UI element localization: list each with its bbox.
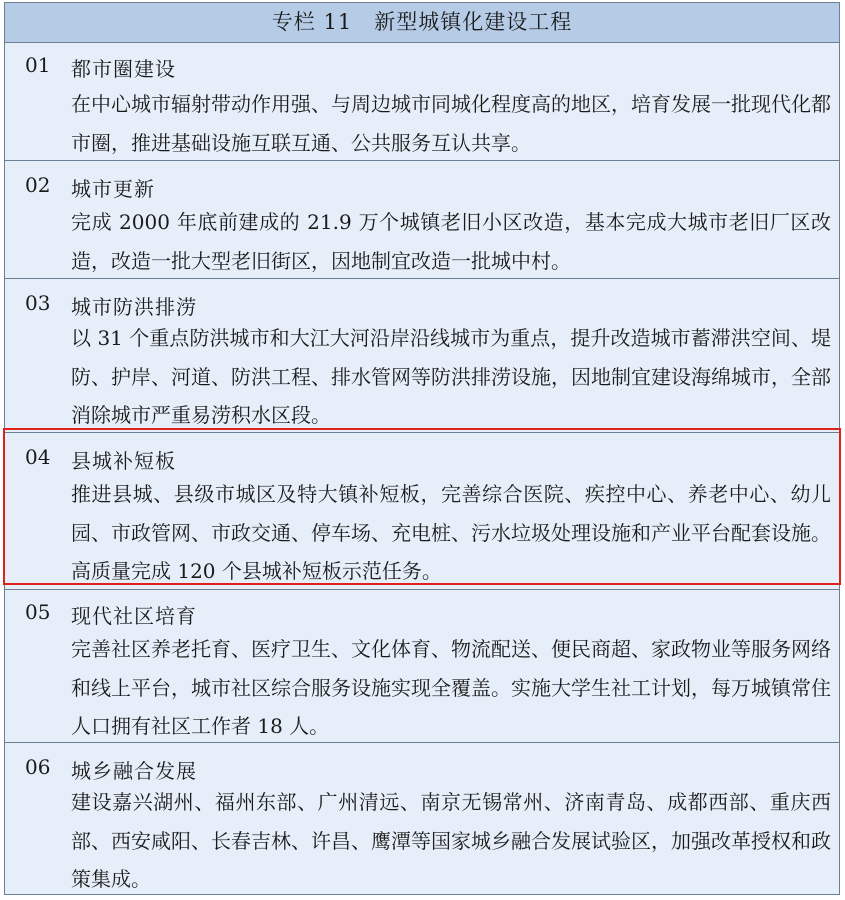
project-table xyxy=(4,2,840,895)
section-04 xyxy=(5,433,839,590)
section-body: 完善社区养老托育、医疗卫生、文化体育、物流配送、便民商超、家政物业等服务网络和线上平台，城市社区综合服务设施实现全覆盖。实施大学生社工计划，每万城镇常住人口拥有社区工作者 18 人。 xyxy=(71,637,831,738)
section-title: 都市圈建设 xyxy=(71,57,176,81)
section-01 xyxy=(5,43,839,161)
section-number: 06 xyxy=(25,755,51,779)
section-06 xyxy=(5,743,839,894)
section-body: 推进县城、县级市城区及特大镇补短板，完善综合医院、疾控中心、养老中心、幼儿园、市政管网、市政交通、停车场、充电桩、污水垃圾处理设施和产业平台配套设施。高质量完成 120 个县城补短板示范任务。 xyxy=(71,482,831,583)
table-title: 专栏 11 新型城镇化建设工程 xyxy=(5,3,839,43)
section-title: 城市防洪排涝 xyxy=(71,295,197,319)
section-number: 02 xyxy=(25,173,51,197)
section-number: 01 xyxy=(25,53,51,77)
section-body: 以 31 个重点防洪城市和大江大河沿岸沿线城市为重点，提升改造城市蓄滞洪空间、堤防、护岸、河道、防洪工程、排水管网等防洪排涝设施，因地制宜建设海绵城市，全部消除城市严重易涝积水区段。 xyxy=(71,326,831,427)
section-number: 03 xyxy=(25,291,51,315)
section-title: 城市更新 xyxy=(71,177,155,201)
section-body: 完成 2000 年底前建成的 21.9 万个城镇老旧小区改造，基本完成大城市老旧厂区改造，改造一批大型老旧街区，因地制宜改造一批城中村。 xyxy=(71,210,831,273)
section-number: 05 xyxy=(25,600,51,624)
section-03 xyxy=(5,279,839,433)
section-title: 城乡融合发展 xyxy=(71,759,197,783)
section-number: 04 xyxy=(25,445,51,469)
section-title: 县城补短板 xyxy=(71,449,176,473)
section-body: 建设嘉兴湖州、福州东部、广州清远、南京无锡常州、济南青岛、成都西部、重庆西部、西安咸阳、长春吉林、许昌、鹰潭等国家城乡融合发展试验区，加强改革授权和政策集成。 xyxy=(71,790,831,891)
section-05 xyxy=(5,590,839,743)
section-02 xyxy=(5,161,839,279)
section-title: 现代社区培育 xyxy=(71,604,197,628)
section-body: 在中心城市辐射带动作用强、与周边城市同城化程度高的地区，培育发展一批现代化都市圈，推进基础设施互联互通、公共服务互认共享。 xyxy=(71,92,831,155)
